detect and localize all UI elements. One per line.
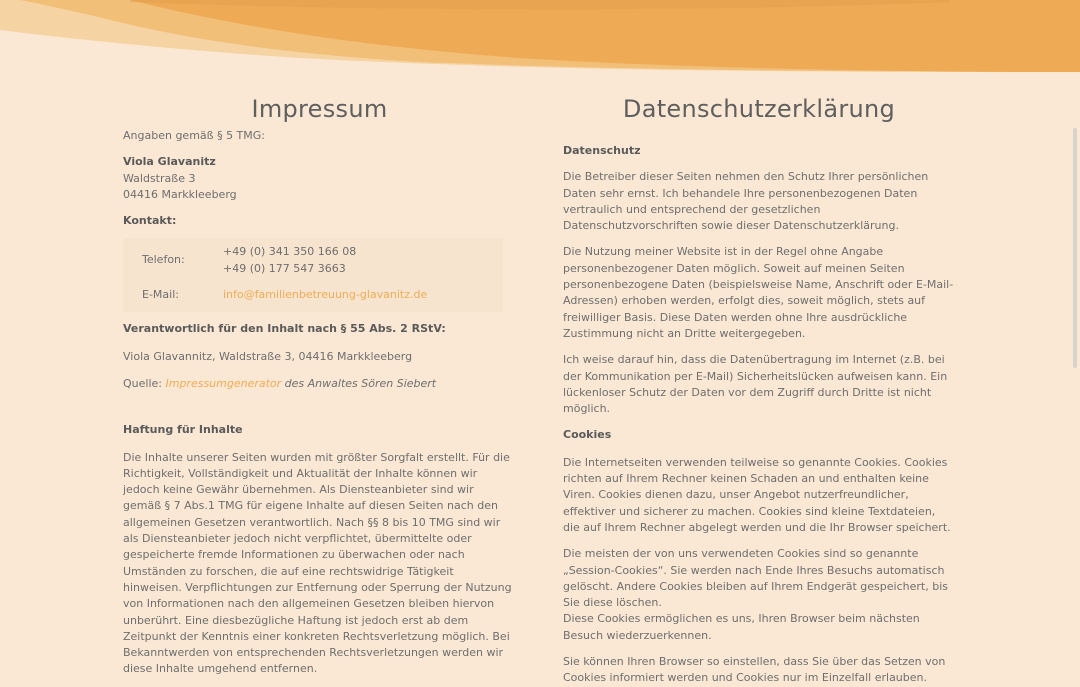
email-label: E-Mail:: [142, 288, 179, 302]
privacy-paragraph-1: Die Betreiber dieser Seiten nehmen den Schutz Ihrer persönlichen Daten sehr ernst. Ich behandele Ihre personenbezogenen Daten vertraulich und entsprechend der gesetzlichen Datenschutzvorschriften sowie dieser Datenschutzerklärung.: [563, 170, 929, 233]
responsible-text: Viola Glavannitz, Waldstraße 3, 04416 Markkleeberg: [123, 349, 413, 363]
cookies-paragraph-1: Die Internetseiten verwenden teilweise so genannte Cookies. Cookies richten auf Ihrem Rechner keinen Schaden an und enthalten keine Viren. Cookies dienen dazu, unser Angebot nutzerfreundlicher, effektiver und sicherer zu machen. Cookies sind kleine Textdateien, die auf Ihrem Rechner abgelegt werden und die Ihr Browser speichert.: [563, 455, 951, 534]
source-suffix: des Anwaltes Sören Siebert: [281, 376, 437, 390]
phone-label: Telefon:: [142, 253, 185, 267]
header-wave-decoration: [0, 0, 1080, 80]
contact-row-email: [123, 287, 503, 303]
privacy-title: Datenschutzerklärung: [622, 95, 896, 123]
privacy-paragraph-3: Ich weise darauf hin, dass die Datenübertragung im Internet (z.B. bei der Kommunikation per E-Mail) Sicherheitslücken aufweisen kann. Ein lückenloser Schutz der Daten vor dem Zugriff durch Dritte ist nicht möglich.: [563, 353, 948, 416]
cookies-heading: Cookies: [563, 428, 612, 442]
email-link[interactable]: info@familienbetreuung-glavanitz.de: [223, 288, 428, 302]
phone-values: [223, 244, 356, 277]
scrollbar[interactable]: [1073, 128, 1077, 368]
cookies-paragraph-3: Sie können Ihren Browser so einstellen, dass Sie über das Setzen von Cookies informiert werden und Cookies nur im Einzelfall erlauben.: [563, 655, 946, 685]
phone-number-2: +49 (0) 177 547 3663: [223, 261, 346, 275]
phone-number-1: +49 (0) 341 350 166 08: [223, 245, 357, 259]
contact-row-phone: [123, 244, 503, 277]
city: 04416 Markkleeberg: [123, 187, 237, 201]
privacy-section: [563, 92, 955, 687]
source-prefix: Quelle:: [123, 376, 166, 390]
street: Waldstraße 3: [123, 171, 196, 185]
cookies-paragraph-2a: Die meisten der von uns verwendeten Cookies sind so genannte „Session-Cookies“. Sie werden nach Ende Ihres Besuchs automatisch gelöscht. Andere Cookies bleiben auf Ihrem Endgerät gespeichert, bis Sie diese löschen.: [563, 547, 948, 610]
impressum-section: [123, 92, 513, 678]
responsible-heading: Verantwortlich für den Inhalt nach § 55 Abs. 2 RStV:: [123, 322, 446, 336]
source-line: [123, 376, 513, 392]
cookies-paragraph-2: [563, 546, 955, 644]
impressum-title: Impressum: [251, 95, 388, 123]
privacy-heading: Datenschutz: [563, 144, 641, 157]
owner-name: Viola Glavanitz: [123, 155, 216, 169]
impressum-generator-link[interactable]: Impressumgenerator: [165, 376, 282, 390]
liability-heading: Haftung für Inhalte: [123, 423, 243, 437]
impressum-intro: Angaben gemäß § 5 TMG:: [123, 129, 266, 142]
cookies-paragraph-2b: Diese Cookies ermöglichen es uns, Ihren Browser beim nächsten Besuch wiederzuerkennen.: [563, 612, 920, 642]
address-block: [123, 154, 513, 203]
privacy-paragraph-2: Die Nutzung meiner Website ist in der Regel ohne Angabe personenbezogener Daten möglich. Soweit auf meinen Seiten personenbezogene Daten (beispielsweise Name, Anschrift oder E-Mail-Adressen) erhoben werden, erfolgt dies, soweit möglich, stets auf freiwilliger Basis. Diese Daten werden ohne Ihre ausdrückliche Zustimmung nicht an Dritte weitergegeben.: [563, 245, 954, 340]
liability-text: Die Inhalte unserer Seiten wurden mit größter Sorgfalt erstellt. Für die Richtigkeit, Vollständigkeit und Aktualität der Inhalte können wir jedoch keine Gewähr übernehmen. Als Diensteanbieter sind wir gemäß § 7 Abs.1 TMG für eigene Inhalte auf diesen Seiten nach den allgemeinen Gesetzen verantwortlich. Nach §§ 8 bis 10 TMG sind wir als Diensteanbieter jedoch nicht verpflichtet, übermittelte oder gespeicherte fremde Informationen zu überwachen oder nach Umständen zu forschen, die auf eine rechtswidrige Tätigkeit hinweisen. Verpflichtungen zur Entfernung oder Sperrung der Nutzung von Informationen nach den allgemeinen Gesetzen bleiben hiervon unberührt. Eine diesbezügliche Haftung ist jedoch erst ab dem Zeitpunkt der Kenntnis einer konkreten Rechtsverletzung möglich. Bei Bekanntwerden von entsprechenden Rechtsverletzungen werden wir diese Inhalte umgehend entfernen.: [123, 450, 512, 676]
contact-heading: Kontakt:: [123, 214, 177, 228]
contact-table: [123, 238, 503, 312]
